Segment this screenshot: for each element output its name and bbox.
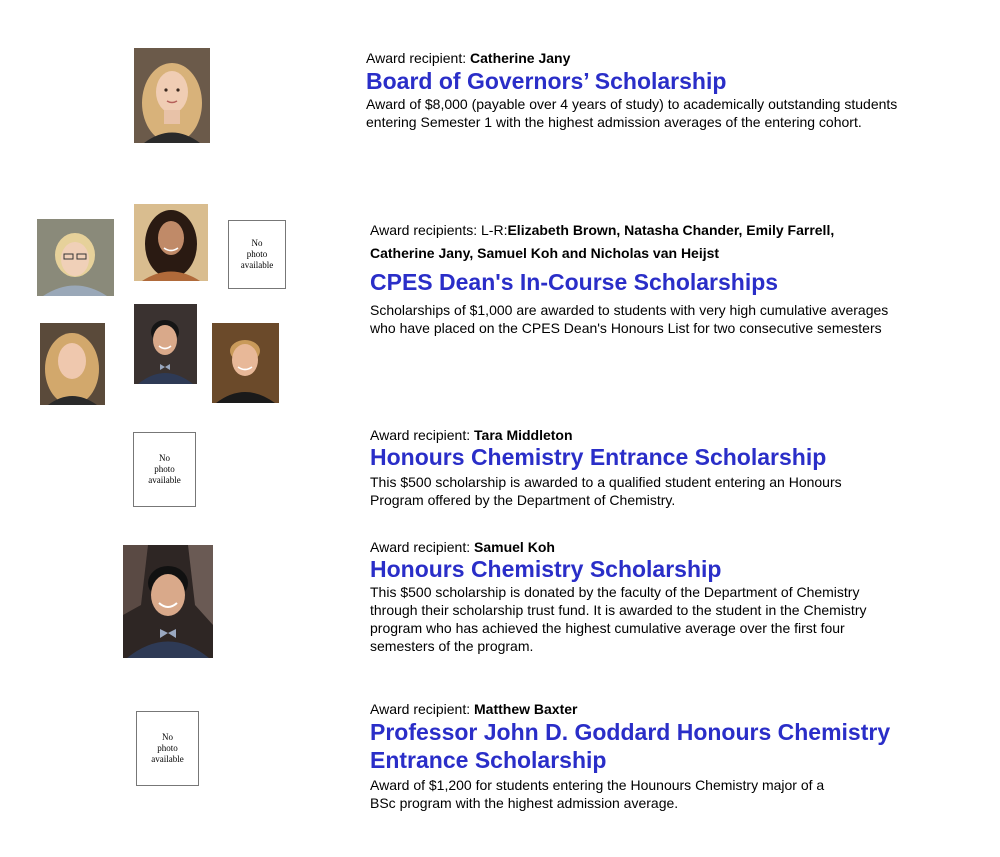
recipient-names: Samuel Koh <box>474 539 555 555</box>
recipient-photo-natasha-chander <box>134 204 208 281</box>
award-1-title: Board of Governors’ Scholarship <box>366 68 727 94</box>
no-photo-placeholder <box>133 432 196 507</box>
award-4-title: Honours Chemistry Scholarship <box>370 556 722 582</box>
recipient-label-prefix: Award recipient: <box>370 539 475 555</box>
no-photo-placeholder <box>136 711 199 786</box>
award-2-description: Scholarships of $1,000 are awarded to students with very high cumulative averages who have placed on the CPES Dean's Honours List for two consecutive semesters <box>370 302 889 336</box>
award-4-description: This $500 scholarship is donated by the faculty of the Department of Chemistry through their scholarship trust fund. It is awarded to the student in the Chemistry program who has achieved the highest cumulative average over the first four semesters of the program. <box>370 584 867 654</box>
recipient-label-prefix: Award recipient: <box>370 701 475 717</box>
recipient-photo-catherine-jany <box>134 48 210 143</box>
award-3-recipient-label <box>370 426 573 444</box>
recipient-label-prefix: Award recipient: <box>370 427 475 443</box>
award-1-recipient-label <box>366 49 570 67</box>
award-2-recipient-label-line2 <box>370 244 719 262</box>
award-3-description: This $500 scholarship is awarded to a qualified student entering an Honours Program offered by the Department of Chemistry. <box>370 474 842 508</box>
award-2-title: CPES Dean's In-Course Scholarships <box>370 269 779 295</box>
award-1-description: Award of $8,000 (payable over 4 years of study) to academically outstanding students entering Semester 1 with the highest admission averages of the entering cohort. <box>366 96 898 130</box>
recipient-photo-samuel-koh <box>123 545 213 658</box>
recipient-names: Catherine Jany <box>470 50 571 66</box>
recipient-names-line2: Catherine Jany, Samuel Koh and Nicholas van Heijst <box>370 245 720 261</box>
award-4-recipient-label <box>370 538 555 556</box>
recipient-photo-samuel-koh <box>134 304 197 384</box>
recipient-label-prefix: Award recipients: L-R: <box>370 222 508 238</box>
no-photo-placeholder <box>228 220 286 289</box>
recipient-names: Tara Middleton <box>474 427 573 443</box>
recipient-photo-elizabeth-brown <box>37 219 114 296</box>
award-5-recipient-label <box>370 700 577 718</box>
award-5-title-line2: Entrance Scholarship <box>370 747 607 773</box>
award-3-title: Honours Chemistry Entrance Scholarship <box>370 444 827 470</box>
award-2-recipient-label <box>370 221 834 239</box>
no-photo-text: No photo available <box>151 732 184 764</box>
award-5-title: Professor John D. Goddard Honours Chemistry <box>370 719 891 745</box>
recipient-label-prefix: Award recipient: <box>366 50 471 66</box>
no-photo-text: No photo available <box>148 453 181 485</box>
no-photo-text: No photo available <box>240 238 274 270</box>
recipient-photo-emily-farrell <box>40 323 105 405</box>
recipient-photo-nicholas-van-heijst <box>212 323 279 403</box>
award-5-description: Award of $1,200 for students entering the Hounours Chemistry major of a BSc program with the highest admission average. <box>370 777 825 811</box>
recipient-names: Elizabeth Brown, Natasha Chander, Emily Farrell, <box>507 222 835 238</box>
recipient-names: Matthew Baxter <box>474 701 578 717</box>
